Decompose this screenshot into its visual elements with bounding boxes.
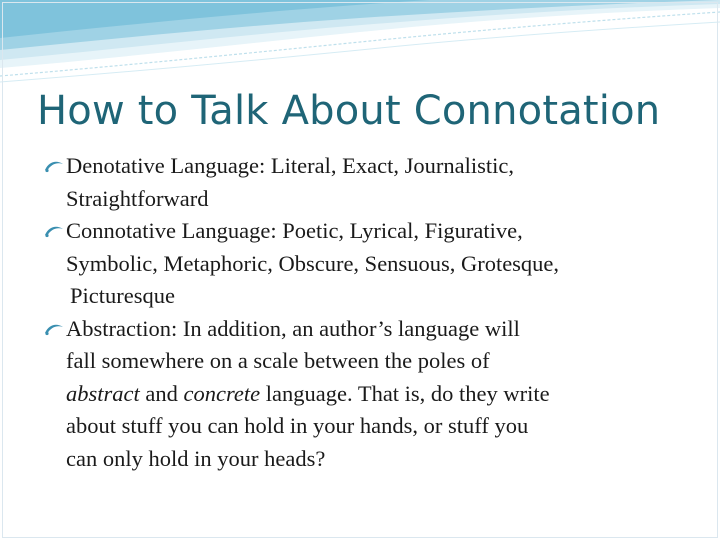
bullet-line: Abstraction: In addition, an author’s language will: [66, 315, 520, 341]
bullet-line: can only hold in your heads?: [66, 445, 326, 471]
bullet-line: about stuff you can hold in your hands, or stuff you: [66, 413, 529, 438]
bullet-line: fall somewhere on a scale between the poles of: [66, 348, 490, 373]
bullet-line: Denotative Language: Literal, Exact, Journalistic,: [66, 153, 514, 178]
slide-title: How to Talk About Connotation: [37, 88, 661, 134]
swoosh-bullet-icon: [44, 159, 64, 173]
header-wave-decoration: [0, 0, 720, 90]
bullet-item-abstraction: [44, 313, 684, 476]
bullet-line: Straightforward: [66, 185, 209, 211]
bullet-text: language. That is, do they write: [260, 380, 550, 406]
bullet-line: Connotative Language: Poetic, Lyrical, Figurative,: [66, 218, 523, 243]
emphasis-concrete: concrete: [183, 380, 261, 406]
emphasis-abstract: abstract: [66, 380, 140, 406]
bullet-item-connotative: [44, 215, 684, 313]
bullet-text: and: [139, 380, 184, 406]
bullet-item-denotative: [44, 150, 684, 215]
swoosh-bullet-icon: [44, 322, 64, 336]
bullet-list: [44, 150, 684, 475]
swoosh-bullet-icon: [44, 224, 64, 238]
bullet-line: [66, 378, 684, 411]
bullet-line: Symbolic, Metaphoric, Obscure, Sensuous, Grotesque,: [66, 250, 560, 276]
bullet-line: Picturesque: [70, 283, 175, 308]
